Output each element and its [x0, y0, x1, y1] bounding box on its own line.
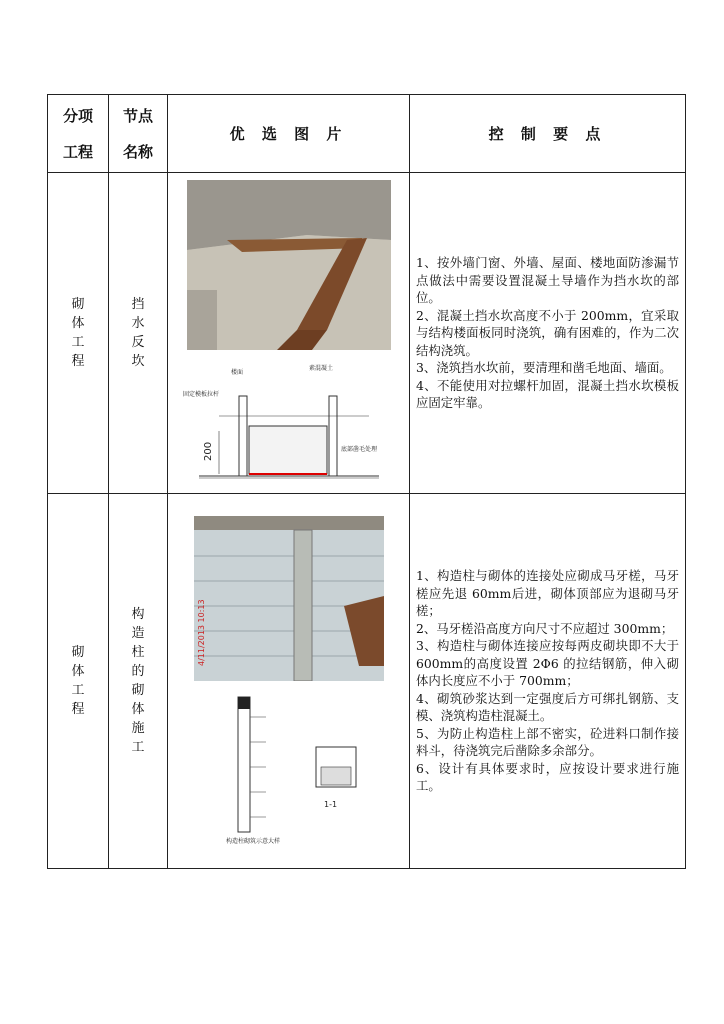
node-cell: 构 造 柱 的 砌 体 施 工	[109, 494, 168, 869]
note-item: 1、构造柱与砌体的连接处应砌成马牙槎，马牙槎应先退 60mm后进，砌体顶部应为退砌马牙槎；	[416, 568, 679, 619]
project-cell: 砌 体 工 程	[48, 173, 109, 494]
header-col4: 控 制 要 点	[410, 95, 686, 173]
water-barrier-drawing	[179, 356, 399, 486]
table-row	[48, 173, 686, 494]
node-cell: 挡 水 反 坎	[109, 173, 168, 494]
drawing-label-top-right: 素混凝土	[308, 365, 333, 372]
note-item: 2、混凝土挡水坎高度不小于 200mm，宜采取与结构楼面板同时浇筑，确有困难的，作为二次结构浇筑。	[416, 307, 679, 358]
drawing-label-left: 固定模板拉杆	[182, 391, 219, 398]
header-col1: 分项 工程	[48, 95, 109, 173]
column-photo	[194, 516, 384, 681]
column-drawing	[196, 687, 381, 847]
drawing-caption: 构造柱砌筑示意大样	[226, 837, 281, 845]
image-cell	[168, 494, 410, 869]
header-row	[48, 95, 686, 173]
note-item: 5、为防止构造柱上部不密实，砼进料口制作接料斗，待浇筑完后凿除多余部分。	[416, 725, 679, 759]
note-item: 6、设计有具体要求时，应按设计要求进行施工。	[416, 760, 679, 794]
image-cell	[168, 173, 410, 494]
note-item: 4、不能使用对拉螺杆加固，混凝土挡水坎模板应固定牢靠。	[416, 377, 679, 411]
section-label: 1-1	[324, 799, 338, 809]
drawing-label-right: 底部凿毛处理	[340, 446, 377, 453]
note-item: 3、构造柱与砌体连接应按每两皮砌块即不大于 600mm的高度设置 2Φ6 的拉结钢筋，伸入砌体内长度应不小于 700mm；	[416, 638, 679, 689]
drawing-label-dim: 200	[202, 441, 214, 461]
drawing-label-top-left: 楼面	[230, 369, 243, 376]
project-cell: 砌 体 工 程	[48, 494, 109, 869]
note-item: 4、砌筑砂浆达到一定强度后方可绑扎钢筋、支模、浇筑构造柱混凝土。	[416, 690, 679, 724]
table-row	[48, 494, 686, 869]
construction-table	[47, 94, 686, 869]
water-barrier-photo	[187, 180, 391, 350]
note-item: 3、浇筑挡水坎前，要清理和凿毛地面、墙面。	[416, 360, 672, 376]
note-item: 1、按外墙门窗、外墙、屋面、楼地面防渗漏节点做法中需要设置混凝土导墙作为挡水坎的部位。	[416, 255, 679, 306]
photo-stamp: 4/11/2013 10:13	[196, 598, 206, 666]
header-col2: 节点 名称	[109, 95, 168, 173]
notes-cell	[410, 173, 686, 494]
notes-cell	[410, 494, 686, 869]
header-col3: 优 选 图 片	[168, 95, 410, 173]
note-item: 2、马牙槎沿高度方向尺寸不应超过 300mm；	[416, 620, 674, 636]
